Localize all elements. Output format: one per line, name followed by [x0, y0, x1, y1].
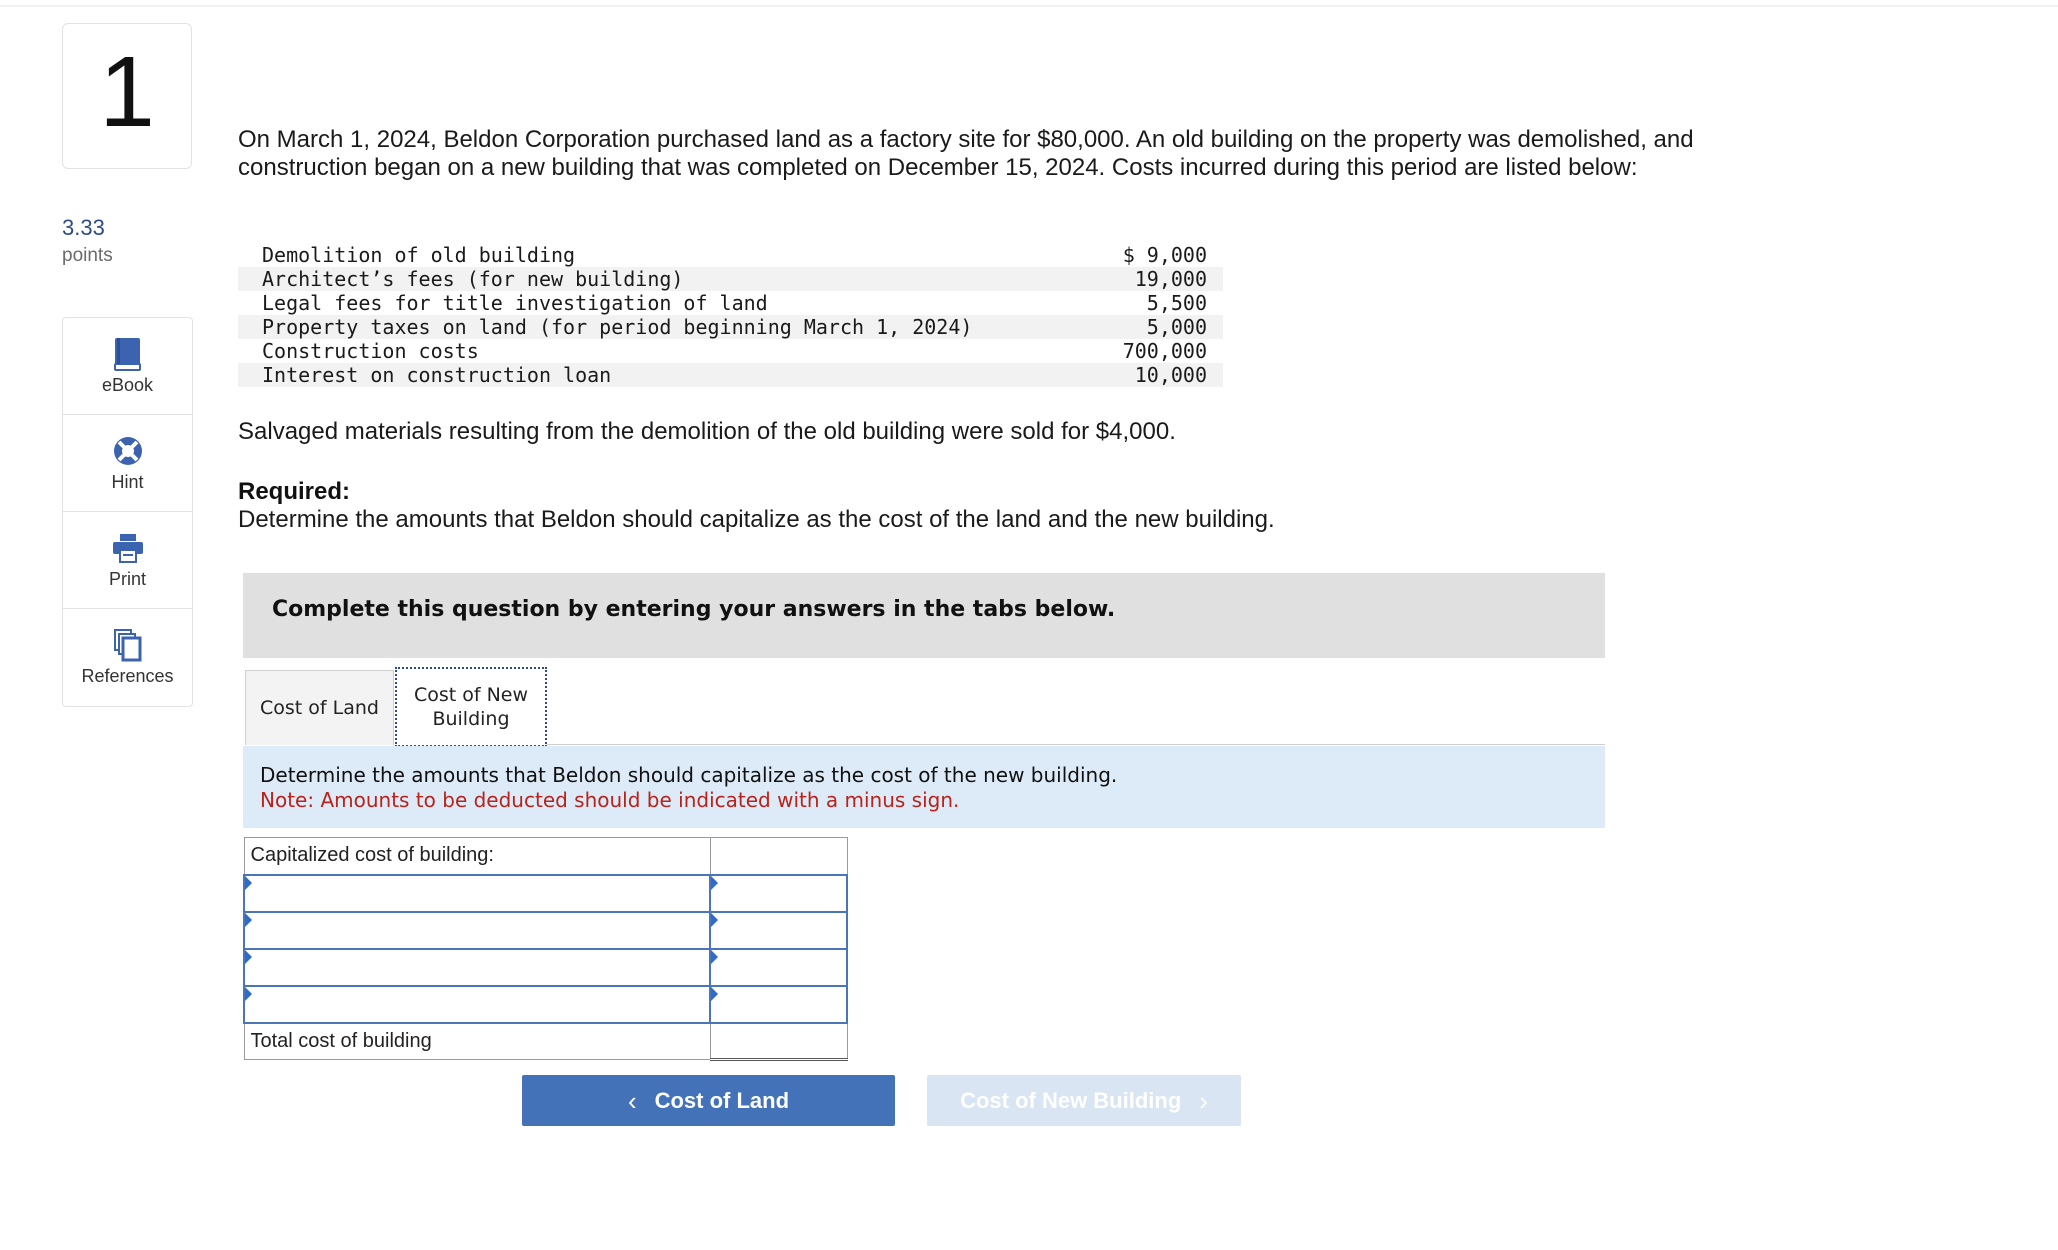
question-number: 1 — [99, 36, 155, 148]
cost-description: Legal fees for title investigation of land — [262, 291, 768, 315]
previous-tab-button[interactable] — [522, 1075, 895, 1126]
amount-input[interactable] — [711, 987, 846, 1022]
cost-amount: 10,000 — [1134, 363, 1207, 387]
cost-amount: 5,000 — [1146, 315, 1207, 339]
printer-icon — [63, 530, 192, 566]
ebook-button[interactable] — [63, 318, 192, 415]
ebook-label: eBook — [101, 375, 154, 395]
label-cell — [244, 986, 710, 1023]
amount-cell — [710, 949, 847, 986]
cost-amount: 19,000 — [1134, 267, 1207, 291]
references-label: References — [81, 666, 174, 686]
table-header-row — [244, 838, 847, 875]
cost-row — [238, 315, 1223, 339]
label-dropdown-input[interactable] — [245, 876, 709, 911]
label-dropdown-input[interactable] — [245, 913, 709, 948]
chevron-left-icon: ‹ — [627, 1085, 637, 1116]
cost-row — [238, 291, 1223, 315]
question-stem-container — [238, 126, 1738, 182]
points-label: points — [62, 245, 113, 266]
cost-description: Demolition of old building — [262, 243, 576, 267]
cost-amount: 700,000 — [1122, 339, 1207, 363]
tab-cost-of-land[interactable]: Cost of Land — [245, 670, 394, 745]
label-dropdown-input[interactable] — [245, 950, 709, 985]
tab-label-line1: Cost of New — [413, 684, 529, 706]
copy-pages-icon — [63, 627, 192, 663]
total-value — [710, 1023, 847, 1060]
cost-list — [238, 243, 1223, 387]
cost-row — [238, 363, 1223, 387]
label-cell — [244, 875, 710, 912]
previous-tab-label: Cost of Land — [654, 1087, 790, 1113]
label-cell — [244, 912, 710, 949]
hint-button[interactable] — [63, 415, 192, 512]
total-label: Total cost of building — [244, 1023, 710, 1060]
required-heading: Required: — [238, 478, 351, 505]
tool-panel — [62, 317, 193, 707]
amount-cell — [710, 986, 847, 1023]
cost-description: Architect’s fees (for new building) — [262, 267, 684, 291]
tab-divider — [547, 744, 1605, 745]
next-tab-button[interactable] — [927, 1075, 1241, 1126]
amount-cell — [710, 875, 847, 912]
cost-row — [238, 267, 1223, 291]
table-row — [244, 875, 847, 912]
print-label: Print — [108, 569, 146, 589]
required-text: Determine the amounts that Beldon should capitalize as the cost of the land and the new building. — [238, 506, 1275, 533]
table-row — [244, 986, 847, 1023]
hint-label: Hint — [111, 472, 144, 492]
table-header-value-cell — [710, 838, 847, 875]
total-row — [244, 1023, 847, 1060]
tab-label-line2: Building — [432, 708, 510, 730]
amount-input[interactable] — [711, 876, 846, 911]
answer-table — [243, 837, 848, 1061]
deduction-note: Note: Amounts to be deducted should be indicated with a minus sign. — [260, 788, 960, 812]
cost-amount: 5,500 — [1146, 291, 1207, 315]
amount-input[interactable] — [711, 950, 846, 985]
salvage-text: Salvaged materials resulting from the demolition of the old building were sold for $4,000. — [238, 418, 1176, 445]
instruction-bar — [243, 573, 1605, 658]
points-value: 3.33 — [62, 215, 105, 240]
references-button[interactable] — [63, 609, 192, 706]
table-row — [244, 912, 847, 949]
instruction-text: Complete this question by entering your answers in the tabs below. — [272, 597, 1116, 622]
label-cell — [244, 949, 710, 986]
tab-instruction-text: Determine the amounts that Beldon should capitalize as the cost of the new building. — [260, 763, 1118, 787]
question-stem: On March 1, 2024, Beldon Corporation purchased land as a factory site for $80,000. An old building on the property was demolished, and construction began on a new building that was completed on December 15, 2024. Costs incurred during this period are listed below: — [238, 126, 1694, 181]
top-divider — [0, 5, 2058, 7]
question-number-box — [62, 23, 192, 169]
chevron-right-icon: › — [1199, 1085, 1208, 1116]
cost-description: Property taxes on land (for period beginning March 1, 2024) — [262, 315, 973, 339]
tab-instructions — [243, 746, 1605, 828]
cost-row — [238, 339, 1223, 363]
cost-amount: $ 9,000 — [1122, 243, 1207, 267]
amount-input[interactable] — [711, 913, 846, 948]
book-icon — [63, 336, 192, 372]
amount-cell — [710, 912, 847, 949]
cost-row — [238, 243, 1223, 267]
table-row — [244, 949, 847, 986]
tab-cost-of-new-building[interactable] — [395, 667, 547, 747]
next-tab-label: Cost of New Building — [960, 1087, 1182, 1113]
table-header-label: Capitalized cost of building: — [244, 838, 710, 875]
print-button[interactable] — [63, 512, 192, 609]
label-dropdown-input[interactable] — [245, 987, 709, 1022]
lifebuoy-icon — [63, 433, 192, 469]
cost-description: Interest on construction loan — [262, 363, 612, 387]
cost-description: Construction costs — [262, 339, 479, 363]
